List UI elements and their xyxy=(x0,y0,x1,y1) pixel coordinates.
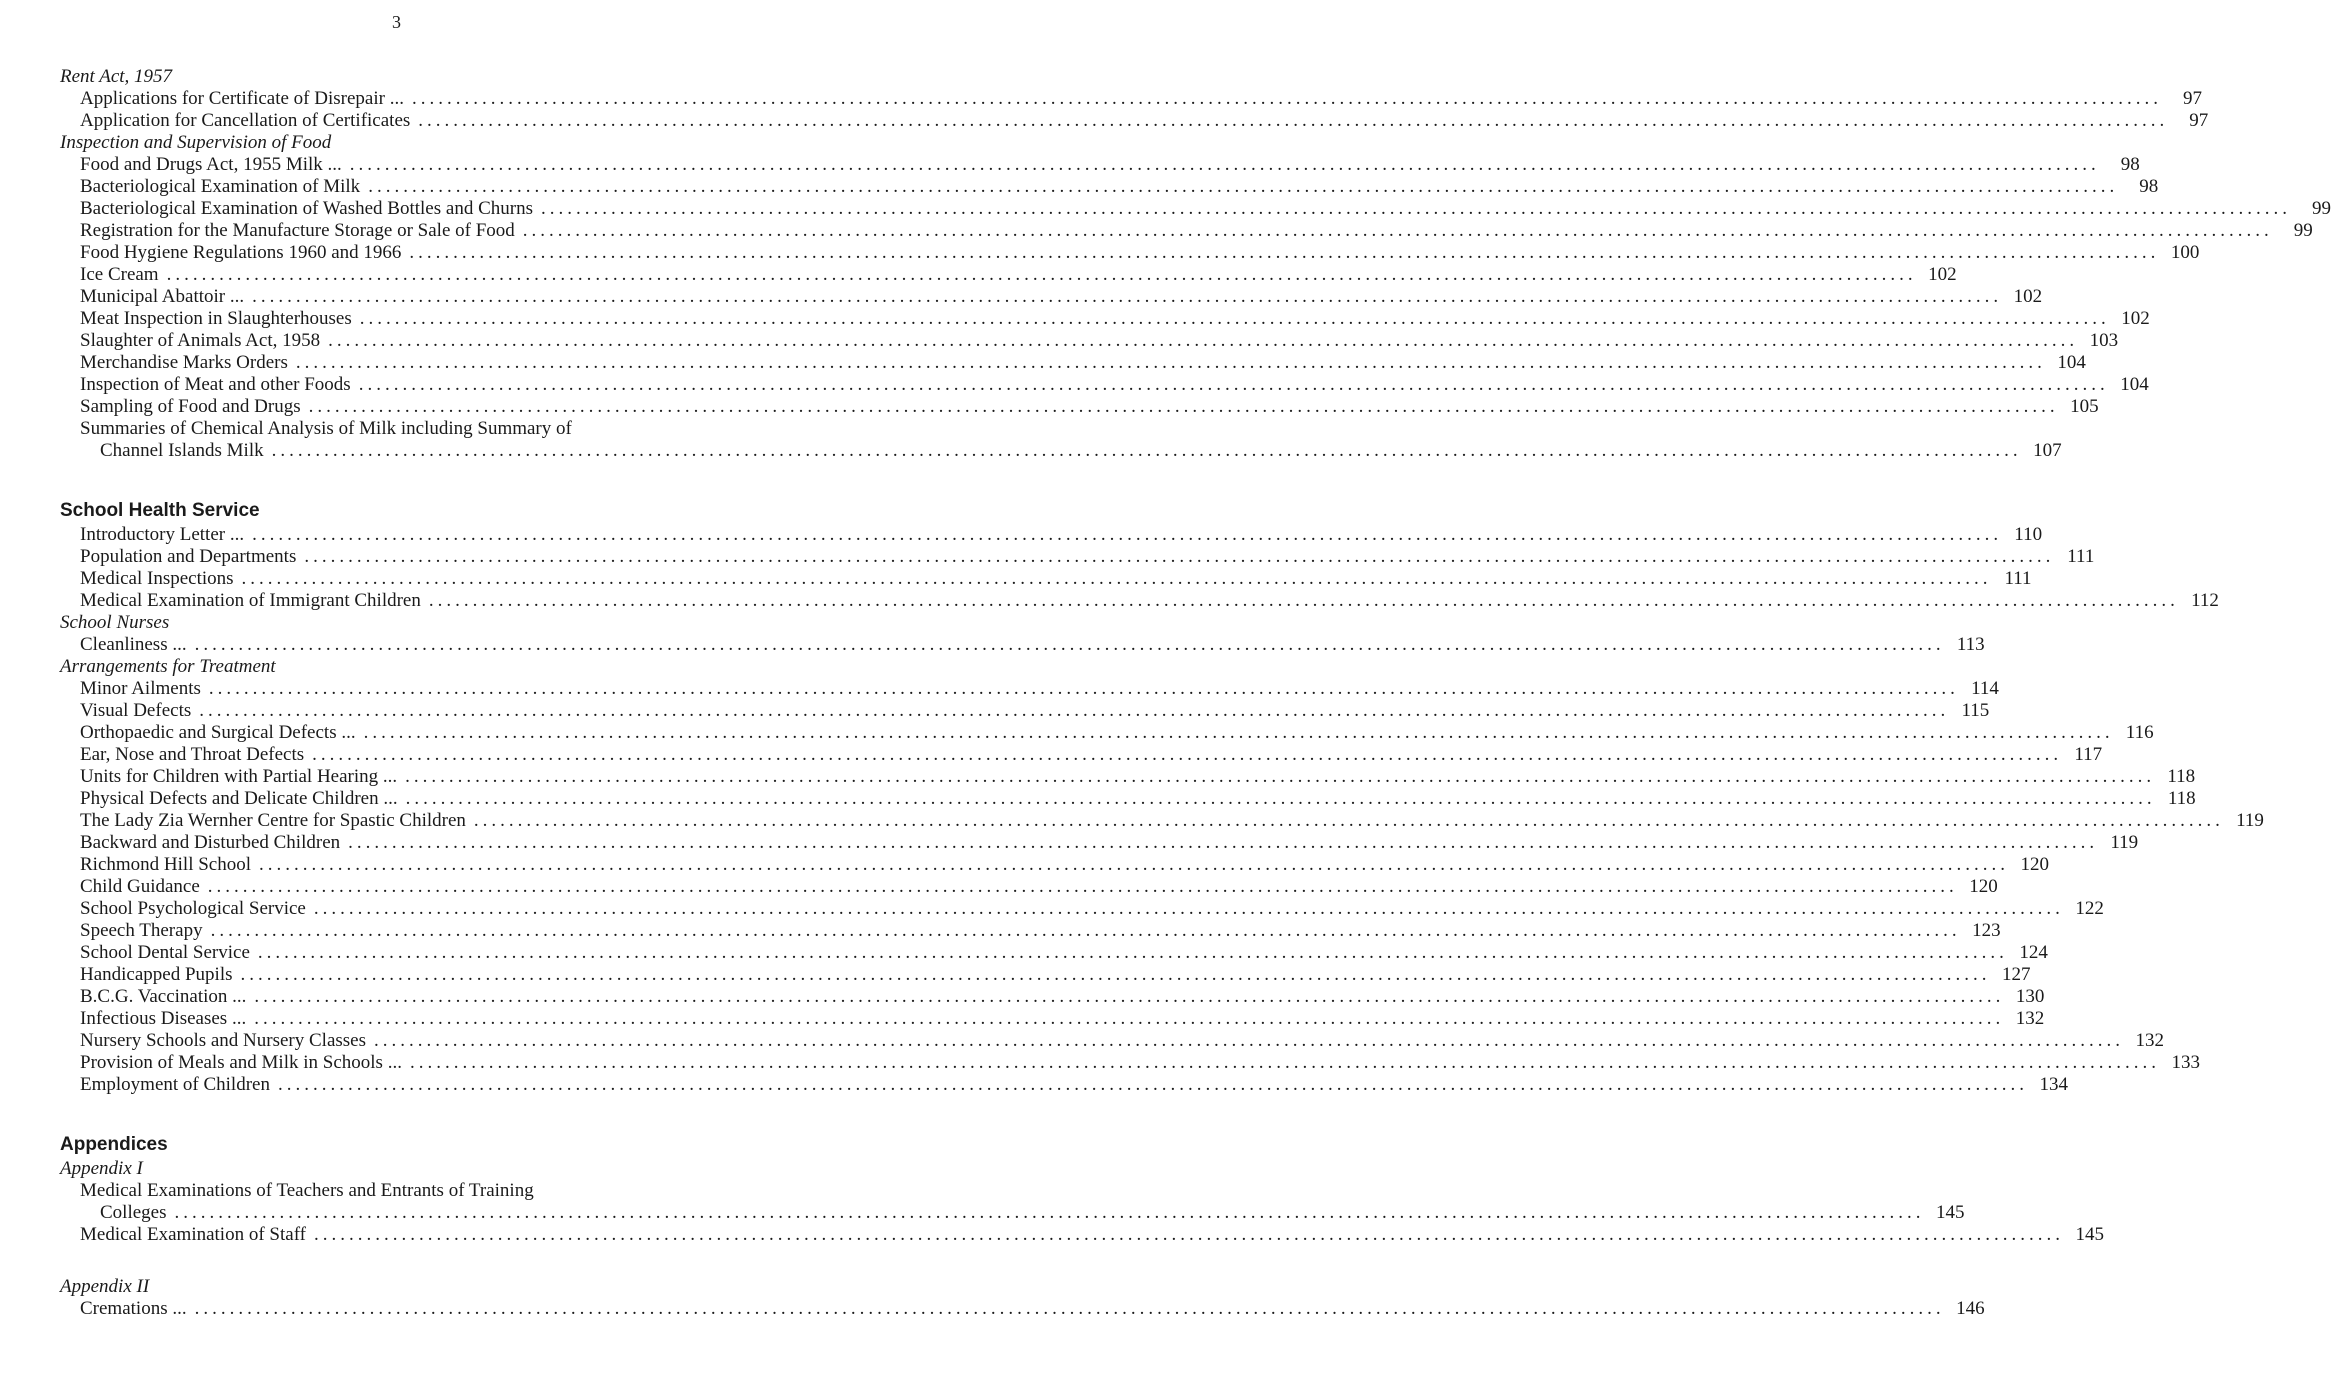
entry-label: Handicapped Pupils xyxy=(80,964,233,985)
page-number: 3 xyxy=(392,12,401,32)
entry-label: Ear, Nose and Throat Defects xyxy=(80,744,305,765)
dot-leader: ........................................................................................................................................................................................................ xyxy=(304,546,2055,567)
entry-label: Speech Therapy xyxy=(80,920,203,941)
entry-page: 102 xyxy=(2013,286,2043,307)
dot-leader: ........................................................................................................................................................................................................ xyxy=(522,220,2273,241)
table-of-contents xyxy=(60,66,2331,1320)
entry-label: Richmond Hill School xyxy=(80,854,251,875)
toc-entry xyxy=(60,524,2043,546)
food-list xyxy=(60,154,2331,418)
entry-page: 107 xyxy=(2033,440,2062,461)
subheading-appendix-1 xyxy=(60,1158,740,1180)
entry-label: Physical Defects and Delicate Children ... xyxy=(80,788,398,809)
dot-leader: ........................................................................................................................................................................................................ xyxy=(348,832,2099,853)
entry-page: 99 xyxy=(2293,220,2313,241)
entry-page: 127 xyxy=(2002,964,2031,985)
dot-leader: ........................................................................................................................................................................................................ xyxy=(240,964,1991,985)
entry-label: Application for Cancellation of Certificates xyxy=(80,110,411,131)
entry-label: Nursery Schools and Nursery Classes xyxy=(80,1030,367,1051)
dot-leader: ........................................................................................................................................................................................................ xyxy=(194,634,1945,655)
entry-page: 112 xyxy=(2191,590,2219,611)
entry-page: 118 xyxy=(2167,766,2196,787)
entry-page: 118 xyxy=(2167,788,2196,809)
entry-page: 120 xyxy=(2020,854,2049,875)
toc-entry xyxy=(60,568,2032,590)
entry-label: Bacteriological Examination of Washed Bottles and Churns xyxy=(80,198,533,219)
section-heading-text: School Health Service xyxy=(60,500,260,521)
subheading-text: Appendix I xyxy=(60,1158,143,1179)
entry-label: Food and Drugs Act, 1955 Milk ... xyxy=(80,154,342,175)
entry-page: 132 xyxy=(2015,1008,2045,1029)
entry-label: Medical Examinations of Teachers and Entrants of Training xyxy=(80,1180,534,1201)
entry-page: 122 xyxy=(2075,898,2104,919)
toc-entry xyxy=(60,88,2202,110)
entry-page: 115 xyxy=(1961,700,1990,721)
dot-leader: ........................................................................................................................................................................................................ xyxy=(540,198,2291,219)
toc-entry xyxy=(60,242,2200,264)
entry-label: Visual Defects xyxy=(80,700,192,721)
entry-page: 105 xyxy=(2070,396,2099,417)
entry-label: Food Hygiene Regulations 1960 and 1966 xyxy=(80,242,402,263)
toc-entry xyxy=(60,110,2209,132)
entry-page: 98 xyxy=(2120,154,2140,175)
entry-page: 100 xyxy=(2170,242,2200,263)
dot-leader: ........................................................................................................................................................................................................ xyxy=(259,854,2009,875)
dot-leader: ........................................................................................................................................................................................................ xyxy=(374,1030,2125,1051)
dot-leader: ........................................................................................................................................................................................................ xyxy=(409,242,2160,263)
dot-leader: ........................................................................................................................................................................................................ xyxy=(409,1052,2160,1073)
entry-page: 146 xyxy=(1956,1298,1985,1319)
entry-label: Medical Examination of Immigrant Children xyxy=(80,590,421,611)
dot-leader: ........................................................................................................................................................................................................ xyxy=(257,942,2008,963)
section-heading-appendices xyxy=(60,1132,740,1158)
toc-entry xyxy=(60,766,2196,788)
entry-label: Introductory Letter ... xyxy=(80,524,245,545)
dot-leader: ........................................................................................................................................................................................................ xyxy=(199,700,1950,721)
toc-entry xyxy=(60,898,2104,920)
dot-leader: ........................................................................................................................................................................................................ xyxy=(349,154,2100,175)
entry-page: 133 xyxy=(2171,1052,2200,1073)
dot-leader: ........................................................................................................................................................................................................ xyxy=(295,352,2046,373)
dot-leader: ........................................................................................................................................................................................................ xyxy=(271,440,2022,461)
entry-page: 120 xyxy=(1969,876,1998,897)
dot-leader: ........................................................................................................................................................................................................ xyxy=(194,1298,1945,1319)
dot-leader: ........................................................................................................................................................................................................ xyxy=(405,788,2156,809)
school-nurses-list xyxy=(60,634,1985,656)
toc-entry xyxy=(60,264,1957,286)
treatment-list xyxy=(60,678,2264,1096)
toc-entry xyxy=(60,700,1990,722)
entry-page: 99 xyxy=(2311,198,2331,219)
entry-label: Ice Cream xyxy=(80,264,159,285)
toc-entry xyxy=(60,744,2103,766)
dot-leader: ........................................................................................................................................................................................................ xyxy=(428,590,2179,611)
entry-page: 111 xyxy=(2004,568,2032,589)
subheading-school-nurses xyxy=(60,612,740,634)
dot-leader: ........................................................................................................................................................................................................ xyxy=(363,722,2114,743)
toc-entry xyxy=(60,1224,2105,1246)
dot-leader: ........................................................................................................................................................................................................ xyxy=(277,1074,2028,1095)
toc-entry xyxy=(60,678,1999,700)
toc-entry xyxy=(60,832,2139,854)
toc-entry xyxy=(60,722,2154,744)
dot-leader: ........................................................................................................................................................................................................ xyxy=(312,744,2063,765)
toc-entry xyxy=(60,876,1998,898)
entry-label: Registration for the Manufacture Storage or Sale of Food xyxy=(80,220,515,241)
entry-page: 114 xyxy=(1971,678,1999,699)
entry-label: Merchandise Marks Orders xyxy=(80,352,288,373)
dot-leader: ........................................................................................................................................................................................................ xyxy=(473,810,2224,831)
entry-page: 98 xyxy=(2139,176,2159,197)
toc-entry xyxy=(60,788,2196,810)
toc-entry xyxy=(60,810,2264,832)
entry-page: 123 xyxy=(1972,920,2001,941)
school-health-list xyxy=(60,524,2219,612)
entry-label: Backward and Disturbed Children xyxy=(80,832,341,853)
dot-leader: ........................................................................................................................................................................................................ xyxy=(405,766,2156,787)
toc-entry xyxy=(60,942,2048,964)
entry-page: 111 xyxy=(2067,546,2095,567)
toc-entry xyxy=(60,634,1985,656)
toc-entry xyxy=(60,220,2313,242)
toc-entry-teacher-exams-line2 xyxy=(60,1202,1965,1224)
toc-entry xyxy=(60,1074,2068,1096)
entry-label: Municipal Abattoir ... xyxy=(80,286,245,307)
entry-page: 145 xyxy=(2075,1224,2105,1245)
dot-leader: ........................................................................................................................................................................................................ xyxy=(210,920,1961,941)
entry-page: 119 xyxy=(2110,832,2139,853)
toc-entry xyxy=(60,920,2001,942)
entry-page: 103 xyxy=(2089,330,2119,351)
dot-leader: ........................................................................................................................................................................................................ xyxy=(411,88,2162,109)
dot-leader: ........................................................................................................................................................................................................ xyxy=(313,898,2064,919)
entry-label: Provision of Meals and Milk in Schools ... xyxy=(80,1052,402,1073)
subheading-treatment xyxy=(60,656,740,678)
spacer xyxy=(60,1096,740,1132)
toc-entry xyxy=(60,352,2086,374)
entry-label: Meat Inspection in Slaughterhouses xyxy=(80,308,352,329)
dot-leader: ........................................................................................................................................................................................................ xyxy=(174,1202,1925,1223)
subheading-text: Inspection and Supervision of Food xyxy=(60,132,332,153)
entry-page: 132 xyxy=(2135,1030,2165,1051)
appendix-1-list xyxy=(60,1224,2105,1246)
entry-label: Population and Departments xyxy=(80,546,297,567)
entry-page: 145 xyxy=(1936,1202,1965,1223)
toc-entry-milk-summary-line2 xyxy=(60,440,2062,462)
dot-leader: ........................................................................................................................................................................................................ xyxy=(208,678,1959,699)
dot-leader: ........................................................................................................................................................................................................ xyxy=(418,110,2169,131)
entry-page: 104 xyxy=(2120,374,2149,395)
entry-page: 117 xyxy=(2074,744,2103,765)
entry-label: Minor Ailments xyxy=(80,678,201,699)
dot-leader: ........................................................................................................................................................................................................ xyxy=(252,286,2003,307)
dot-leader: ........................................................................................................................................................................................................ xyxy=(308,396,2059,417)
dot-leader: ........................................................................................................................................................................................................ xyxy=(254,986,2005,1007)
dot-leader: ........................................................................................................................................................................................................ xyxy=(252,524,2003,545)
entry-page: 130 xyxy=(2015,986,2045,1007)
toc-entry xyxy=(60,546,2095,568)
subheading-text: School Nurses xyxy=(60,612,170,633)
entry-label: Applications for Certificate of Disrepair ... xyxy=(80,88,404,109)
toc-entry xyxy=(60,154,2140,176)
toc-entry-milk-summary-line1 xyxy=(60,418,740,440)
entry-label: Infectious Diseases ... xyxy=(80,1008,247,1029)
entry-page: 102 xyxy=(1928,264,1957,285)
entry-label: Cleanliness ... xyxy=(80,634,187,655)
toc-entry xyxy=(60,374,2149,396)
dot-leader: ........................................................................................................................................................................................................ xyxy=(328,330,2079,351)
spacer xyxy=(60,462,740,498)
entry-label: The Lady Zia Wernher Centre for Spastic Children xyxy=(80,810,466,831)
entry-page: 113 xyxy=(1956,634,1985,655)
subheading-text: Rent Act, 1957 xyxy=(60,66,173,87)
entry-page: 124 xyxy=(2019,942,2048,963)
toc-entry xyxy=(60,854,2049,876)
toc-entry xyxy=(60,396,2099,418)
entry-page: 102 xyxy=(2121,308,2150,329)
toc-entry xyxy=(60,1298,1985,1320)
dot-leader: ........................................................................................................................................................................................................ xyxy=(254,1008,2005,1029)
section-heading-school-health xyxy=(60,498,740,524)
toc-entry xyxy=(60,1008,2045,1030)
toc-entry xyxy=(60,964,2031,986)
toc-entry xyxy=(60,198,2331,220)
dot-leader: ........................................................................................................................................................................................................ xyxy=(207,876,1958,897)
dot-leader: ........................................................................................................................................................................................................ xyxy=(314,1224,2065,1245)
dot-leader: ........................................................................................................................................................................................................ xyxy=(368,176,2119,197)
entry-page: 97 xyxy=(2182,88,2202,109)
toc-entry xyxy=(60,286,2043,308)
subheading-food-inspection xyxy=(60,132,740,154)
entry-page: 119 xyxy=(2236,810,2264,831)
toc-entry-teacher-exams-line1 xyxy=(60,1180,740,1202)
entry-label: Units for Children with Partial Hearing ... xyxy=(80,766,398,787)
entry-label: Orthopaedic and Surgical Defects ... xyxy=(80,722,356,743)
dot-leader: ........................................................................................................................................................................................................ xyxy=(166,264,1917,285)
entry-label: Colleges xyxy=(100,1202,167,1223)
subheading-appendix-2 xyxy=(60,1276,740,1298)
toc-entry xyxy=(60,986,2045,1008)
dot-leader: ........................................................................................................................................................................................................ xyxy=(241,568,1992,589)
toc-entry xyxy=(60,590,2219,612)
entry-label: Slaughter of Animals Act, 1958 xyxy=(80,330,321,351)
entry-label: Channel Islands Milk xyxy=(100,440,264,461)
entry-label: Child Guidance xyxy=(80,876,200,897)
subheading-rent-act xyxy=(60,66,740,88)
toc-entry xyxy=(60,330,2119,352)
entry-page: 104 xyxy=(2057,352,2086,373)
entry-page: 134 xyxy=(2039,1074,2068,1095)
entry-label: School Dental Service xyxy=(80,942,250,963)
entry-label: B.C.G. Vaccination ... xyxy=(80,986,247,1007)
entry-label: Inspection of Meat and other Foods xyxy=(80,374,351,395)
appendix-2-list xyxy=(60,1298,1985,1320)
entry-label: Sampling of Food and Drugs xyxy=(80,396,301,417)
entry-label: Bacteriological Examination of Milk xyxy=(80,176,361,197)
dot-leader: ........................................................................................................................................................................................................ xyxy=(359,308,2110,329)
toc-entry xyxy=(60,1052,2200,1074)
entry-label: Cremations ... xyxy=(80,1298,187,1319)
spacer xyxy=(60,1246,740,1276)
entry-page: 97 xyxy=(2189,110,2209,131)
subheading-text: Arrangements for Treatment xyxy=(60,656,276,677)
section-heading-text: Appendices xyxy=(60,1134,168,1155)
entry-page: 116 xyxy=(2125,722,2154,743)
entry-label: Employment of Children xyxy=(80,1074,270,1095)
entry-page: 110 xyxy=(2014,524,2043,545)
toc-entry xyxy=(60,1030,2165,1052)
entry-label: Summaries of Chemical Analysis of Milk including Summary of xyxy=(80,418,572,439)
entry-label: School Psychological Service xyxy=(80,898,306,919)
toc-entry xyxy=(60,176,2159,198)
entry-label: Medical Inspections xyxy=(80,568,234,589)
rent-act-list xyxy=(60,88,2209,132)
dot-leader: ........................................................................................................................................................................................................ xyxy=(358,374,2109,395)
entry-label: Medical Examination of Staff xyxy=(80,1224,307,1245)
subheading-text: Appendix II xyxy=(60,1276,150,1297)
toc-entry xyxy=(60,308,2150,330)
